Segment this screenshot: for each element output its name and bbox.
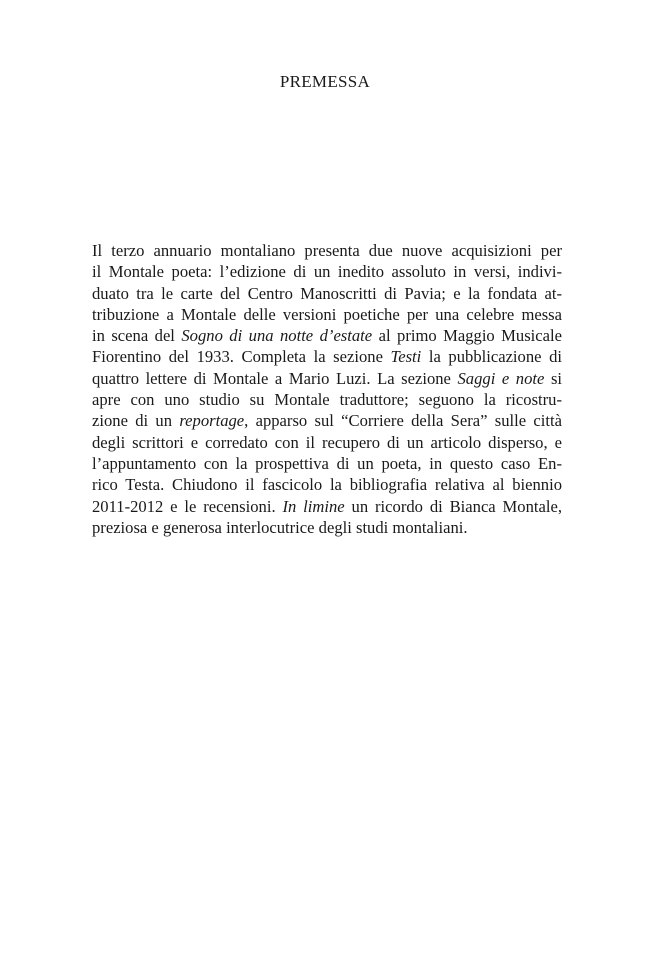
text-run: zione di un [92, 411, 180, 431]
text-run: la pubblicazione di [421, 347, 562, 367]
text-line [92, 261, 562, 282]
text-run: tribuzione a Montale delle versioni poetiche per una celebre messa [92, 304, 562, 324]
text-run: il Montale poeta: l’edizione di un inedito assoluto in versi, indivi- [92, 262, 562, 282]
text-run: degli scrittori e corredato con il recupero di un articolo disperso, e [92, 432, 562, 452]
text-line [92, 496, 562, 517]
text-run: preziosa e generosa interlocutrice degli studi montaliani. [92, 517, 468, 537]
text-run: rico Testa. Chiudono il fascicolo la bibliografia relativa al biennio [92, 475, 562, 495]
page-title: PREMESSA [279, 72, 371, 91]
text-run: , apparso sul “Corriere della Sera” sulle città [244, 411, 562, 431]
text-run: Il terzo annuario montaliano presenta due nuove acquisizioni per [92, 241, 562, 260]
italic-text-run: Testi [390, 347, 422, 367]
text-line [92, 432, 562, 453]
text-run: in scena del [92, 326, 182, 346]
italic-text-run: In limine [282, 496, 345, 516]
text-line [92, 368, 562, 389]
text-line [92, 453, 562, 474]
text-line [92, 346, 562, 367]
text-run: al primo Maggio Musicale [372, 326, 562, 346]
text-line [92, 389, 562, 410]
italic-text-run: Sogno di una notte d’estate [181, 326, 373, 346]
text-run: Fiorentino del 1933. Completa la sezione [92, 347, 391, 367]
text-run: si [544, 368, 563, 388]
italic-text-run: Saggi e note [457, 368, 545, 388]
text-line [92, 410, 562, 431]
body-paragraph [92, 240, 562, 538]
text-run: l’appuntamento con la prospettiva di un poeta, in questo caso En- [92, 453, 562, 473]
text-line [92, 325, 562, 346]
text-line [92, 474, 562, 495]
text-line [92, 283, 562, 304]
italic-text-run: reportage [179, 411, 245, 431]
text-line [92, 240, 562, 261]
text-line [92, 304, 562, 325]
text-run: un ricordo di Bianca Montale, [344, 496, 562, 516]
text-run: 2011-2012 e le recensioni. [92, 496, 283, 516]
text-run: apre con uno studio su Montale traduttore; seguono la ricostru- [92, 390, 562, 410]
text-line [92, 517, 562, 538]
text-run: duato tra le carte del Centro Manoscritti di Pavia; e la fondata at- [92, 283, 562, 303]
text-run: quattro lettere di Montale a Mario Luzi. La sezione [92, 368, 458, 388]
